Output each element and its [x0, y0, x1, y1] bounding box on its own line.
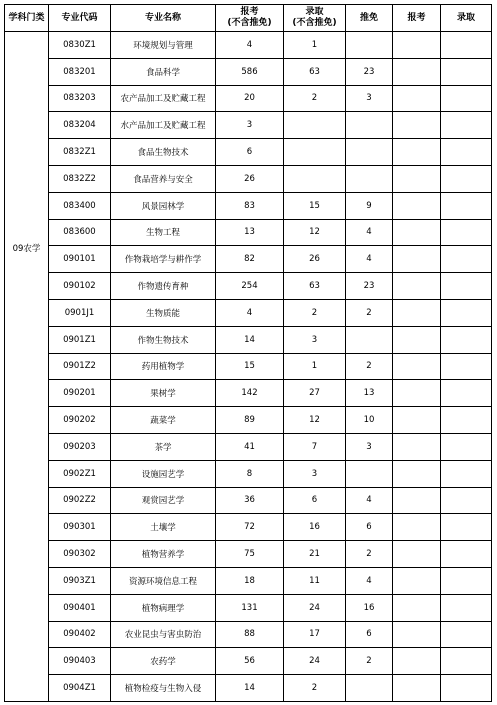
applied-cell: 20	[216, 85, 284, 112]
admitted-cell: 2	[284, 299, 346, 326]
exempt-cell	[346, 326, 393, 353]
admitted-cell: 63	[284, 58, 346, 85]
code-cell: 090102	[49, 273, 111, 300]
table-row	[5, 541, 492, 568]
name-cell: 果树学	[111, 380, 216, 407]
name-cell: 茶学	[111, 433, 216, 460]
admitted-2-cell	[441, 648, 492, 675]
code-cell: 090101	[49, 246, 111, 273]
header-name: 专业名称	[111, 5, 216, 32]
code-cell: 0902Z2	[49, 487, 111, 514]
admitted-2-cell	[441, 192, 492, 219]
exempt-cell: 2	[346, 648, 393, 675]
applied-cell: 14	[216, 675, 284, 702]
name-cell: 作物遗传育种	[111, 273, 216, 300]
admitted-2-cell	[441, 567, 492, 594]
applied-2-cell	[393, 219, 441, 246]
admissions-table	[4, 4, 492, 702]
applied-cell: 75	[216, 541, 284, 568]
code-cell: 0901Z1	[49, 326, 111, 353]
admitted-2-cell	[441, 299, 492, 326]
table-row	[5, 326, 492, 353]
code-cell: 0901J1	[49, 299, 111, 326]
applied-2-cell	[393, 192, 441, 219]
code-cell: 090301	[49, 514, 111, 541]
admitted-2-cell	[441, 246, 492, 273]
code-cell: 083400	[49, 192, 111, 219]
applied-2-cell	[393, 58, 441, 85]
applied-2-cell	[393, 32, 441, 59]
table-row	[5, 487, 492, 514]
admitted-cell: 2	[284, 85, 346, 112]
exempt-cell: 3	[346, 433, 393, 460]
code-cell: 090403	[49, 648, 111, 675]
exempt-cell: 4	[346, 487, 393, 514]
exempt-cell: 6	[346, 514, 393, 541]
name-cell: 设施园艺学	[111, 460, 216, 487]
exempt-cell: 6	[346, 621, 393, 648]
applied-cell: 4	[216, 32, 284, 59]
name-cell: 观赏园艺学	[111, 487, 216, 514]
applied-2-cell	[393, 460, 441, 487]
category-cell	[5, 32, 49, 702]
applied-cell: 89	[216, 407, 284, 434]
applied-cell: 82	[216, 246, 284, 273]
table-row	[5, 567, 492, 594]
name-cell: 作物栽培学与耕作学	[111, 246, 216, 273]
exempt-cell	[346, 675, 393, 702]
header-applied-line2: (不含推免)	[227, 18, 272, 28]
table-row	[5, 648, 492, 675]
applied-2-cell	[393, 594, 441, 621]
applied-cell: 18	[216, 567, 284, 594]
admitted-2-cell	[441, 58, 492, 85]
table-row	[5, 32, 492, 59]
exempt-cell: 13	[346, 380, 393, 407]
code-cell: 083201	[49, 58, 111, 85]
name-cell: 农药学	[111, 648, 216, 675]
applied-2-cell	[393, 621, 441, 648]
applied-cell: 15	[216, 353, 284, 380]
applied-cell: 142	[216, 380, 284, 407]
applied-cell: 41	[216, 433, 284, 460]
name-cell: 植物营养学	[111, 541, 216, 568]
admitted-2-cell	[441, 407, 492, 434]
applied-cell: 131	[216, 594, 284, 621]
applied-cell: 56	[216, 648, 284, 675]
admitted-cell: 6	[284, 487, 346, 514]
code-cell: 083203	[49, 85, 111, 112]
code-cell: 090202	[49, 407, 111, 434]
name-cell: 食品生物技术	[111, 139, 216, 166]
exempt-cell: 4	[346, 219, 393, 246]
applied-cell: 26	[216, 165, 284, 192]
table-row	[5, 112, 492, 139]
exempt-cell: 16	[346, 594, 393, 621]
table-row	[5, 219, 492, 246]
admitted-2-cell	[441, 139, 492, 166]
exempt-cell	[346, 460, 393, 487]
table-row	[5, 299, 492, 326]
table-row	[5, 85, 492, 112]
applied-2-cell	[393, 567, 441, 594]
name-cell: 风景园林学	[111, 192, 216, 219]
code-cell: 0832Z1	[49, 139, 111, 166]
exempt-cell: 23	[346, 273, 393, 300]
name-cell: 环境规划与管理	[111, 32, 216, 59]
admitted-2-cell	[441, 112, 492, 139]
admitted-cell: 24	[284, 648, 346, 675]
code-cell: 083204	[49, 112, 111, 139]
applied-2-cell	[393, 675, 441, 702]
table-row	[5, 192, 492, 219]
exempt-cell: 4	[346, 246, 393, 273]
name-cell: 农产品加工及贮藏工程	[111, 85, 216, 112]
name-cell: 植物病理学	[111, 594, 216, 621]
applied-2-cell	[393, 407, 441, 434]
name-cell: 药用植物学	[111, 353, 216, 380]
header-applied-line1: 报考	[240, 7, 259, 17]
exempt-cell: 9	[346, 192, 393, 219]
applied-cell: 13	[216, 219, 284, 246]
header-exempt: 推免	[346, 5, 393, 32]
applied-2-cell	[393, 299, 441, 326]
category-label: 09农学	[12, 244, 41, 254]
table-row	[5, 514, 492, 541]
table-row	[5, 594, 492, 621]
admitted-cell: 7	[284, 433, 346, 460]
applied-2-cell	[393, 541, 441, 568]
admitted-cell: 1	[284, 353, 346, 380]
name-cell: 生物质能	[111, 299, 216, 326]
admitted-cell: 27	[284, 380, 346, 407]
header-admitted	[284, 5, 346, 32]
admitted-2-cell	[441, 675, 492, 702]
admitted-2-cell	[441, 165, 492, 192]
header-admitted-line1: 录取	[305, 7, 324, 17]
code-cell: 0832Z2	[49, 165, 111, 192]
code-cell: 0902Z1	[49, 460, 111, 487]
admitted-2-cell	[441, 273, 492, 300]
exempt-cell	[346, 112, 393, 139]
admitted-cell	[284, 112, 346, 139]
exempt-cell: 2	[346, 541, 393, 568]
admitted-cell: 15	[284, 192, 346, 219]
table-body	[5, 32, 492, 702]
name-cell: 食品科学	[111, 58, 216, 85]
header-admitted-line2: (不含推免)	[292, 18, 337, 28]
header-code: 专业代码	[49, 5, 111, 32]
name-cell: 植物检疫与生物入侵	[111, 675, 216, 702]
table-row	[5, 273, 492, 300]
table-row	[5, 246, 492, 273]
admitted-2-cell	[441, 219, 492, 246]
applied-cell: 254	[216, 273, 284, 300]
applied-2-cell	[393, 326, 441, 353]
applied-2-cell	[393, 514, 441, 541]
admitted-cell: 3	[284, 326, 346, 353]
applied-2-cell	[393, 139, 441, 166]
exempt-cell	[346, 165, 393, 192]
admitted-cell: 3	[284, 460, 346, 487]
applied-2-cell	[393, 273, 441, 300]
applied-2-cell	[393, 433, 441, 460]
table-row	[5, 460, 492, 487]
table-row	[5, 380, 492, 407]
table-row	[5, 407, 492, 434]
admitted-2-cell	[441, 460, 492, 487]
admitted-cell: 12	[284, 407, 346, 434]
name-cell: 水产品加工及贮藏工程	[111, 112, 216, 139]
table-row	[5, 353, 492, 380]
code-cell: 083600	[49, 219, 111, 246]
applied-2-cell	[393, 112, 441, 139]
code-cell: 0830Z1	[49, 32, 111, 59]
admitted-cell	[284, 165, 346, 192]
applied-cell: 8	[216, 460, 284, 487]
code-cell: 090302	[49, 541, 111, 568]
header-applied	[216, 5, 284, 32]
exempt-cell: 3	[346, 85, 393, 112]
admitted-cell: 26	[284, 246, 346, 273]
applied-cell: 14	[216, 326, 284, 353]
admitted-cell: 24	[284, 594, 346, 621]
admitted-cell: 63	[284, 273, 346, 300]
exempt-cell: 23	[346, 58, 393, 85]
code-cell: 090402	[49, 621, 111, 648]
exempt-cell: 10	[346, 407, 393, 434]
name-cell: 蔬菜学	[111, 407, 216, 434]
admitted-cell: 11	[284, 567, 346, 594]
table-row	[5, 165, 492, 192]
exempt-cell	[346, 32, 393, 59]
admitted-2-cell	[441, 85, 492, 112]
name-cell: 生物工程	[111, 219, 216, 246]
table-row	[5, 675, 492, 702]
admitted-2-cell	[441, 380, 492, 407]
header-admitted-2: 录取	[441, 5, 492, 32]
code-cell: 090203	[49, 433, 111, 460]
applied-2-cell	[393, 380, 441, 407]
name-cell: 土壤学	[111, 514, 216, 541]
admitted-cell: 17	[284, 621, 346, 648]
code-cell: 0903Z1	[49, 567, 111, 594]
applied-cell: 3	[216, 112, 284, 139]
applied-2-cell	[393, 85, 441, 112]
table-row	[5, 58, 492, 85]
code-cell: 090401	[49, 594, 111, 621]
header-row	[5, 5, 492, 32]
admitted-cell: 1	[284, 32, 346, 59]
admitted-cell: 2	[284, 675, 346, 702]
code-cell: 090201	[49, 380, 111, 407]
applied-2-cell	[393, 648, 441, 675]
header-applied-2: 报考	[393, 5, 441, 32]
name-cell: 农业昆虫与害虫防治	[111, 621, 216, 648]
admitted-cell: 16	[284, 514, 346, 541]
exempt-cell: 2	[346, 299, 393, 326]
admitted-2-cell	[441, 326, 492, 353]
admitted-2-cell	[441, 353, 492, 380]
applied-cell: 88	[216, 621, 284, 648]
admitted-2-cell	[441, 594, 492, 621]
admitted-2-cell	[441, 621, 492, 648]
name-cell: 作物生物技术	[111, 326, 216, 353]
applied-cell: 83	[216, 192, 284, 219]
name-cell: 食品营养与安全	[111, 165, 216, 192]
table-row	[5, 139, 492, 166]
admitted-2-cell	[441, 487, 492, 514]
admitted-cell: 12	[284, 219, 346, 246]
name-cell: 资源环境信息工程	[111, 567, 216, 594]
admitted-cell	[284, 139, 346, 166]
exempt-cell: 2	[346, 353, 393, 380]
header-category: 学科门类	[5, 5, 49, 32]
applied-cell: 4	[216, 299, 284, 326]
applied-cell: 36	[216, 487, 284, 514]
applied-cell: 586	[216, 58, 284, 85]
admitted-2-cell	[441, 541, 492, 568]
applied-2-cell	[393, 165, 441, 192]
table-row	[5, 433, 492, 460]
applied-2-cell	[393, 353, 441, 380]
applied-cell: 72	[216, 514, 284, 541]
code-cell: 0901Z2	[49, 353, 111, 380]
applied-cell: 6	[216, 139, 284, 166]
exempt-cell: 4	[346, 567, 393, 594]
admitted-2-cell	[441, 433, 492, 460]
exempt-cell	[346, 139, 393, 166]
applied-2-cell	[393, 246, 441, 273]
admitted-2-cell	[441, 32, 492, 59]
admitted-2-cell	[441, 514, 492, 541]
applied-2-cell	[393, 487, 441, 514]
admitted-cell: 21	[284, 541, 346, 568]
table-row	[5, 621, 492, 648]
code-cell: 0904Z1	[49, 675, 111, 702]
